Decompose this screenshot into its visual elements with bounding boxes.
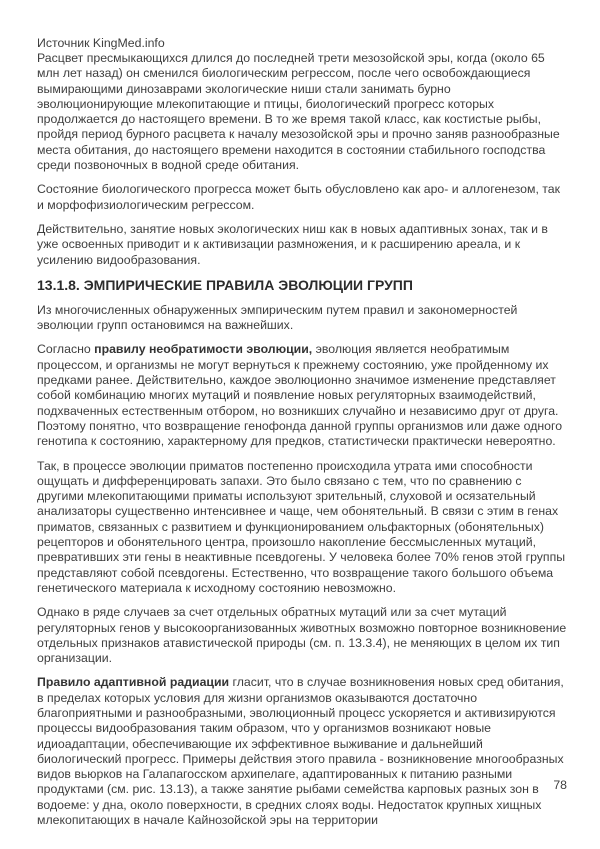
paragraph — [37, 605, 567, 666]
bold-text-run: правилу необратимости эволюции, — [94, 342, 313, 357]
text-run: Из многочисленных обнаруженных эмпирическим путем правил и закономерностей эволюции групп остановимся на важнейших. — [37, 302, 518, 333]
text-run: Однако в ряде случаев за счет отдельных обратных мутаций или за счет мутаций регуляторных генов у высокоорганизованных животных возможно повторное возникновение отдельных признаков атавистической природы (см. п. 13.3.4), не меняющих в целом их тип организации. — [37, 605, 567, 666]
text-run: эволюция является необратимым процессом, и организмы не могут вернуться к прежнему состоянию, уже пройденному их предками ранее. Действительно, каждое эволюционно значимое изменение представляет собой комбинацию многих мутаций и появление новых регуляторных взаимодействий, подхваченных естественным отбором, но возникших случайно и независимо друг от друга. Поэтому понятно, что возвращение генофонда данной группы организмов или даже одного генотипа к состоянию, характерному для предков, статистически практически невероятно. — [37, 342, 563, 449]
paragraph — [37, 459, 567, 597]
paragraph — [37, 222, 567, 268]
text-run: Так, в процессе эволюции приматов постепенно происходила утрата ими способности ощущать и дифференцировать запахи. Это было связано с тем, что по сравнению с другими млекопитающими приматы используют зрительный, слуховой и осязательный анализаторы существенно интенсивнее и чаще, чем обонятельный. В связи с этим в генах приматов, связанных с развитием и функционированием ольфакторных (обонятельных) рецепторов и обонятельного центра, произошло накопление бессмысленных мутаций, превративших эти гены в неактивные псевдогены. У человека более 70% генов этой группы представляют собой псевдогены. Естественно, что возвращение такого большого объема генетического материала к исходному состоянию невозможно. — [37, 458, 566, 595]
page-number: 78 — [553, 778, 567, 792]
bold-text-run: 13.1.8. ЭМПИРИЧЕСКИЕ ПРАВИЛА ЭВОЛЮЦИИ ГРУПП — [37, 276, 413, 293]
text-run: Расцвет пресмыкающихся длился до последней трети мезозойской эры, когда (около 65 млн лет назад) он сменился биологическим регрессом, после чего освобождающиеся вымирающими динозаврами экологические ниши стали занимать бурно эволюционирующие млекопитающие и птицы, биологический прогресс которых продолжается до настоящего времени. В то же время такой класс, как костистые рыбы, пройдя период бурного расцвета к началу мезозойской эры и прочно заняв разнообразные места обитания, до настоящего времени находится в состоянии стабильного господства среди позвоночных в водной среде обитания. — [37, 51, 560, 173]
text-run: Действительно, занятие новых экологических ниш как в новых адаптивных зонах, так и в уже освоенных приводит и к активизации размножения, и к расширению ареала, и к усилению видообразования. — [37, 221, 548, 267]
paragraph — [37, 303, 567, 334]
text-run: гласит, что в случае возникновения новых сред обитания, в пределах которых условия для жизни организмов оказываются достаточно благоприятными и разнообразными, эволюционный процесс ускоряется и активизируются процессы видообразования таким образом, что у организмов возникают новые идиоадаптации, обеспечивающие их эффективное выживание и дальнейший биологический прогресс. Примеры действия этого правила - возникновение многообразных видов вьюрков на Галапагосском архипелаге, адаптированных к питанию разными продуктами (см. рис. 13.13), а также занятие рыбами семейства карповых разных зон в водоеме: у дна, около поверхности, в средних слоях воды. Недостаток крупных хищных млекопитающих в начале Кайнозойской эры на территории — [37, 675, 564, 828]
paragraph — [37, 675, 567, 828]
source-label: Источник KingMed.info — [37, 36, 165, 50]
paragraph — [37, 51, 567, 173]
paragraph — [37, 182, 567, 213]
section-heading — [37, 277, 567, 294]
bold-text-run: Правило адаптивной радиации — [37, 675, 230, 690]
text-run: Состояние биологического прогресса может быть обусловлено как аро- и аллогенезом, так и морфофизиологическим регрессом. — [37, 182, 560, 212]
paragraph — [37, 342, 567, 449]
document-body — [37, 51, 567, 828]
text-run: Согласно — [37, 342, 95, 357]
